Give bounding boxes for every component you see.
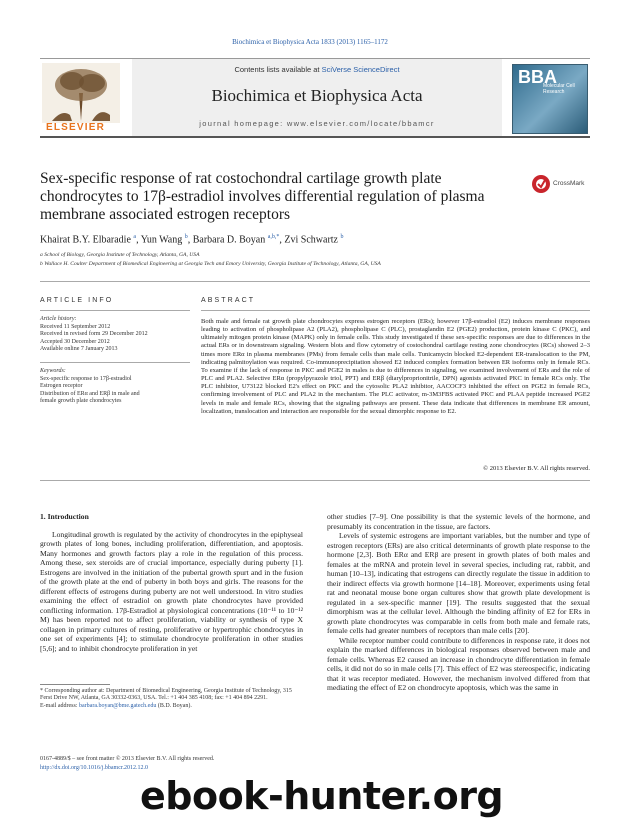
author-list: Khairat B.Y. Elbaradie $^a$, Yun Wang $^b$, Barbara D. Boyan $^{a,b,*}$, Zvi Schwartz $^b$ bbox=[40, 234, 344, 246]
abstract-label: ABSTRACT bbox=[201, 297, 256, 304]
issn-line: 0167-4889/$ – see front matter © 2013 Elsevier B.V. All rights reserved. bbox=[40, 756, 215, 762]
abstract-text: Both male and female rat growth plate chondrocytes express estrogen receptors (ERs); however 17β-estradiol (E2) induces membrane responses leading to activation of phospholipase A2 (PLA2), phospholipase C (PLC), prostaglandin E2 (PGE2) production, protein kinase C (PKC), and ultimately mitogen protein kinase (MAPK) only in female cells. This study investigated if these sex-specific responses are due to differences in the actual ERs or in downstream signaling. Western blots and flow cytometry of costochondral cartilage resting zone chondrocytes (RCs) showed 2–3 times more ERα in plasma membranes (PMs) from female cells than male cells. Tunicamycin blocked E2-dependent ER-translocation to the PM, indicating palmitoylation was required. Co-immunoprecipitation showed E2 induced complex formation between ER isoforms only in female RCs. To examine if the lack of response in PKC and PGE2 in males is due to differences in signaling, we examined involvement of ERs and the role of PLC and PLA2. Selective ERα (propylpyrazole triol, PPT) and ERβ (diarylproprionitrile, DPN) agonists activated PKC in female RCs only. The PLC inhibitor, U73122 blocked E2's effect on PKC and the cytosolic PLA2 inhibitor, AACOCF3 inhibited the effect on PGE2 in female RCs, confirming involvement of PLC and PLA2 in the mechanism. The PLC activator, m-3M3FBS activated PKC and PLAA peptide increased PGE2 levels in male and female RCs, showing that the signaling pathways are present. These data indicate that differences in membrane ER amount, localization, translocation and interaction are responsible for the sexual dimorphic response to E2. bbox=[201, 318, 590, 415]
article-history: Article history: Received 11 September 2012 Received in revised form 29 December 2012 Accepted 30 December 2012 Available online 7 January 2013 bbox=[40, 316, 148, 353]
journal-masthead bbox=[40, 58, 590, 138]
author-name[interactable]: Yun Wang bbox=[140, 234, 183, 246]
affiliation-a: a School of Biology, Georgia Institute of Technology, Atlanta, GA, USA bbox=[40, 252, 200, 258]
contents-line: Contents lists available at SciVerse ScienceDirect bbox=[234, 65, 400, 74]
watermark: ebook-hunter.org bbox=[140, 774, 504, 818]
journal-homepage[interactable]: journal homepage: www.elsevier.com/locate/bbamcr bbox=[199, 119, 435, 128]
journal-title: Biochimica et Biophysica Acta bbox=[211, 86, 423, 105]
body-left-column bbox=[40, 512, 303, 653]
affiliation-b: b Wallace H. Coulter Department of Biomedical Engineering at Georgia Tech and Emory University, Georgia Institute of Technology, Atlanta, GA, USA bbox=[40, 261, 381, 267]
author-name[interactable]: Barbara D. Boyan bbox=[192, 234, 266, 246]
paragraph: Longitudinal growth is regulated by the activity of chondrocytes in the epiphyseal growth plates of long bones, including proliferation, differentiation, and apoptosis. Many hormones and growth factors play a role in the regulation of this process. Among these, sex steroids are of crucial importance, especially during puberty [1]. Estrogens are involved in the initiation of the pubertal growth spurt and in the fusion of the growth plate at the end of puberty in both boys and girls. The reasons for the different effects of estrogens during puberty are not well understood. In vitro studies examining the effect of estradiol on growth plate chondrocytes have provided conflicting information. 17β-Estradiol at physiological concentrations (10⁻¹¹ to 10⁻¹² M) has been reported not to affect proliferation, viability or synthesis of type X collagen in primary cultures of resting, proliferative or hypertrophic chondrocytes in one set of experiments [4]; to stimulate chondrocyte proliferation in other studies [5,6]; and to inhibit chondrocyte proliferation in yet bbox=[40, 529, 303, 653]
article-title: Sex-specific response of rat costochondral cartilage growth plate chondrocytes to 17β-estradiol involves differential regulation of plasma membrane associated estrogen receptors bbox=[40, 170, 485, 223]
footnote-divider bbox=[40, 684, 110, 685]
body-right-column bbox=[327, 512, 590, 693]
email-link[interactable]: barbara.boyan@bme.gatech.edu bbox=[79, 702, 157, 709]
corresponding-author-note: * Corresponding author at: Department of Biomedical Engineering, Georgia Institute of Technology, 315 Ferst Drive NW, Atlanta, GA 30332-0363, USA. Tel.: +1 404 385 4108; fax: +1 404 894 2291. E-mail address: barbara.boyan@bme.gatech.edu (B.D. Boyan). bbox=[40, 688, 292, 709]
journal-band bbox=[132, 59, 502, 136]
doi-link[interactable]: http://dx.doi.org/10.1016/j.bbamcr.2012.12.0 bbox=[40, 765, 149, 771]
paragraph: Levels of systemic estrogens are important variables, but the number and type of estrogen receptors (ERs) are also critical determinants of growth plate response to the hormone [2,3]. Both ERα and ERβ are present in growth plates of both males and females at the mRNA and protein level in several species, including rat, rabbit, and human [10–13], indicating that estrogens can directly regulate the tissue in addition to their indirect effects via growth hormone [14–18]. Moreover, experiments using fetal rat and neonatal mouse bone organ cultures show that growth plate development is regulated in a sex-specific manner [19]. The results suggested that the sexual dimorphism was at the cellular level. Although the binding affinity of E2 for ERs in growth plate chondrocytes was comparable in cells from both male and female rats, female cells had greater numbers of receptors than male cells [20]. bbox=[327, 531, 590, 635]
divider bbox=[40, 362, 190, 363]
article-info-label: ARTICLE INFO bbox=[40, 297, 114, 304]
bba-cover-title: BBA bbox=[518, 67, 557, 87]
divider bbox=[40, 310, 190, 311]
sciencedirect-link[interactable]: SciVerse ScienceDirect bbox=[321, 65, 400, 74]
bba-cover-subtitle: Molecular Cell Research bbox=[543, 83, 575, 95]
elsevier-wordmark: ELSEVIER bbox=[46, 122, 106, 133]
paragraph: other studies [7–9]. One possibility is that the systemic levels of the hormone, and presumably its concentration in the tissue, are factors. bbox=[327, 512, 590, 531]
author-name[interactable]: Khairat B.Y. Elbaradie bbox=[40, 234, 131, 246]
bba-cover-image bbox=[512, 64, 588, 134]
crossmark-label[interactable]: CrossMark bbox=[553, 180, 585, 187]
divider bbox=[201, 310, 590, 311]
section-heading: 1. Introduction bbox=[40, 512, 89, 521]
paragraph: While receptor number could contribute to differences in response rate, it does not explain the marked differences in biological responses observed between male and female cells. Whereas E2 caused an increase in chondrocyte differentiation in female cells, it did not do so in male cells [7]. This effect of E2 was stereospecific, indicating that it was receptor mediated. However, the mechanism involved differed from that mediating the effect of E2 on chondrocyte apoptosis, which was the same in bbox=[327, 635, 590, 692]
copyright-notice: © 2013 Elsevier B.V. All rights reserved. bbox=[483, 465, 590, 472]
keywords: Keywords: Sex-specific response to 17β-estradiol Estrogen receptor Distribution of ERα and ERβ in male and female growth plate chondrocytes bbox=[40, 368, 140, 405]
divider bbox=[40, 281, 590, 282]
divider bbox=[40, 480, 590, 481]
running-head[interactable]: Biochimica et Biophysica Acta 1833 (2013) 1165–1172 bbox=[232, 38, 388, 46]
author-name[interactable]: Zvi Schwartz bbox=[284, 234, 338, 246]
